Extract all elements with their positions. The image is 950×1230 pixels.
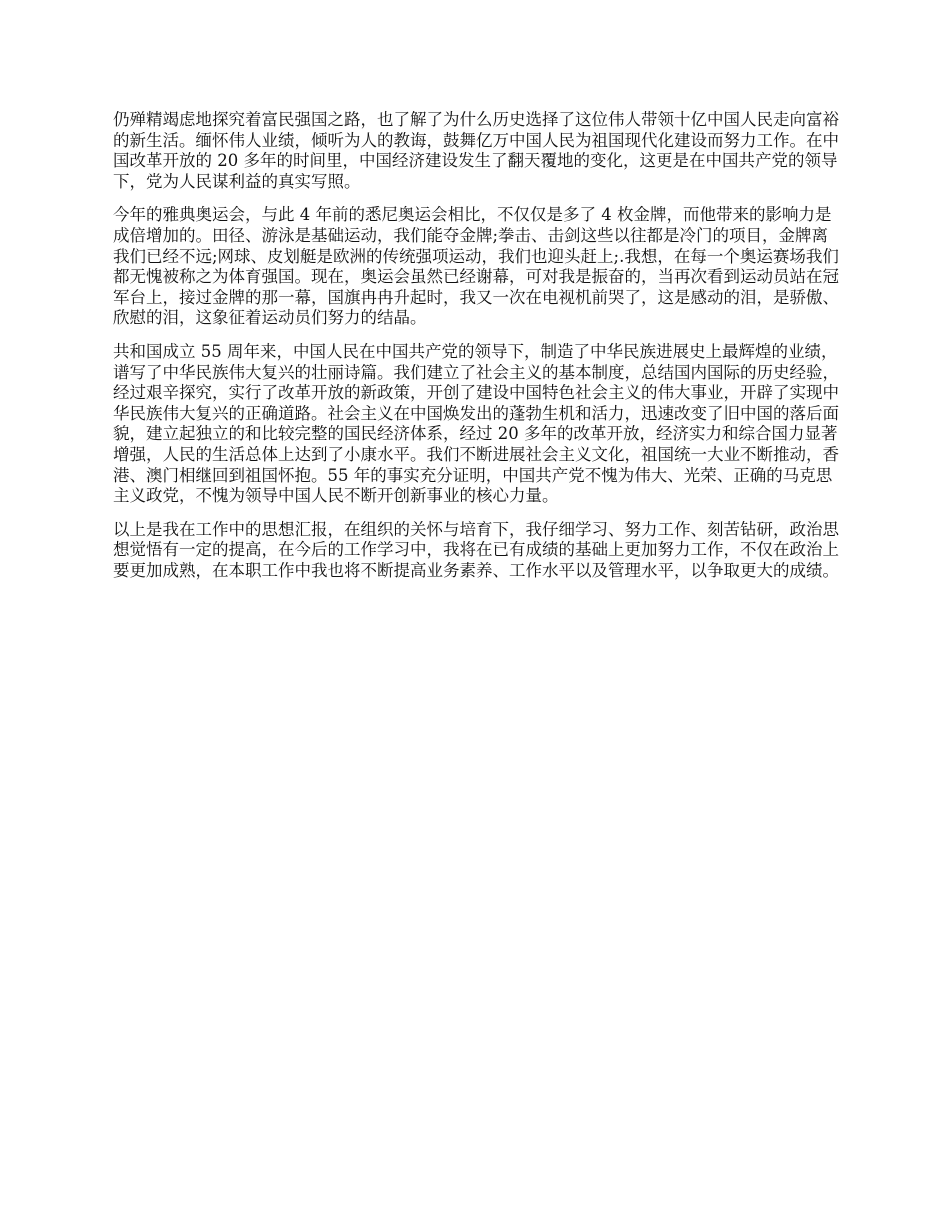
paragraph-2: 今年的雅典奥运会，与此 4 年前的悉尼奥运会相比，不仅仅是多了 4 枚金牌，而他带来的影响力是成倍增加的。田径、游泳是基础运动，我们能夺金牌;拳击、击剑这些以往都是冷门的项目，金牌离我们已经不远;网球、皮划艇是欧洲的传统强项运动，我们也迎头赶上;.我想，在每一个奥运赛场我们都无愧被称之为体育强国。现在，奥运会虽然已经谢幕，可对我是振奋的，当再次看到运动员站在冠军台上，接过金牌的那一幕，国旗冉冉升起时，我又一次在电视机前哭了，这是感动的泪，是骄傲、欣慰的泪，这象征着运动员们努力的结晶。 [113, 205, 839, 328]
paragraph-1: 仍殚精竭虑地探究着富民强国之路，也了解了为什么历史选择了这位伟人带领十亿中国人民走向富裕的新生活。缅怀伟人业绩，倾听为人的教诲，鼓舞亿万中国人民为祖国现代化建设而努力工作。在中国改革开放的 20 多年的时间里，中国经济建设发生了翻天覆地的变化，这更是在中国共产党的领导下，党为人民谋利益的真实写照。 [113, 110, 839, 191]
paragraph-3: 共和国成立 55 周年来，中国人民在中国共产党的领导下，制造了中华民族进展史上最辉煌的业绩，谱写了中华民族伟大复兴的壮丽诗篇。我们建立了社会主义的基本制度，总结国内国际的历史经验，经过艰辛探究，实行了改革开放的新政策，开创了建设中国特色社会主义的伟大事业，开辟了实现中华民族伟大复兴的正确道路。社会主义在中国焕发出的蓬勃生机和活力，迅速改变了旧中国的落后面貌，建立起独立的和比较完整的国民经济体系，经过 20 多年的改革开放，经济实力和综合国力显著增强，人民的生活总体上达到了小康水平。我们不断进展社会主义文化，祖国统一大业不断推动，香港、澳门相继回到祖国怀抱。55 年的事实充分证明，中国共产党不愧为伟大、光荣、正确的马克思主义政党，不愧为领导中国人民不断开创新事业的核心力量。 [113, 341, 839, 506]
document-body [113, 110, 840, 594]
paragraph-4: 以上是我在工作中的思想汇报，在组织的关怀与培育下，我仔细学习、努力工作、刻苦钻研，政治思想觉悟有一定的提高，在今后的工作学习中，我将在已有成绩的基础上更加努力工作，不仅在政治上要更加成熟，在本职工作中我也将不断提高业务素养、工作水平以及管理水平，以争取更大的成绩。 [113, 519, 839, 580]
